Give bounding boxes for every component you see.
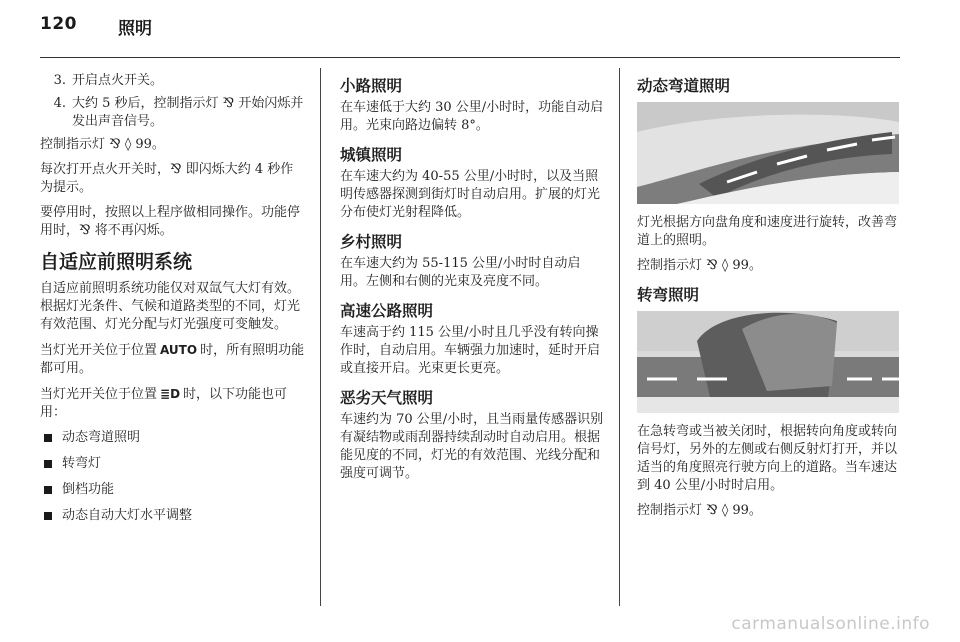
headlight-icon: ≣D (160, 387, 181, 401)
heading-afs: 自适应前照明系统 (40, 251, 193, 273)
paragraph: 每次打开点火开关时，⅋ 即闪烁大约 4 秒作为提示。 (40, 162, 294, 195)
list-item-3: 3. 开启点火开关。 (53, 73, 164, 88)
cornering-light-illustration (637, 311, 899, 413)
paragraph: 在急转弯或当被关闭时，根据转向角度或转向信号灯，另外的左侧或右侧反射灯打开，并以适当的角度照亮行驶方向上的道路。当车速达到 40 公里/小时时启用。 (637, 424, 898, 493)
curve-light-illustration (637, 102, 899, 204)
page-number: 120 (40, 14, 77, 34)
cornering-road-image (637, 311, 899, 413)
paragraph: 控制指示灯 ⅋ ◊ 99。 (637, 258, 762, 273)
page-header (0, 0, 960, 50)
paragraph: 车速约为 70 公里/小时，且当雨量传感器识别有凝结物或雨刮器持续刮动时自动启用。根据能见度的不同，灯光的有效范围、光线分配和强度可调节。 (340, 412, 604, 481)
header-rule (40, 57, 900, 58)
list-item: 动态自动大灯水平调整 (40, 507, 306, 525)
list-item: 倒档功能 (40, 481, 306, 499)
heading-motorway: 高速公路照明 (340, 302, 434, 320)
heading-country-road: 小路照明 (340, 77, 403, 95)
column-divider-2 (619, 68, 620, 606)
heading-dynamic-curve: 动态弯道照明 (637, 77, 731, 95)
column-2 (340, 72, 606, 490)
paragraph: 在车速大约为 40-55 公里/小时时，以及当照明传感器探测到街灯时自动启用。扩展的灯光分布使灯光射程降低。 (340, 169, 601, 220)
bullet-square-icon (44, 512, 52, 520)
column-1 (40, 72, 306, 533)
curve-road-image (637, 102, 899, 204)
heading-bad-weather: 恶劣天气照明 (340, 389, 434, 407)
paragraph: 灯光根据方向盘角度和速度进行旋转，改善弯道上的照明。 (637, 215, 898, 248)
heading-cornering: 转弯照明 (637, 286, 700, 304)
heading-town: 城镇照明 (340, 146, 403, 164)
paragraph: 自适应前照明系统功能仅对双氙气大灯有效。根据灯光条件、气候和道路类型的不同，灯光有效范围、灯光分配与灯光强度可变触发。 (40, 281, 301, 332)
paragraph: 在车速大约为 55-115 公里/小时时自动启用。左侧和右侧的光束及亮度不同。 (340, 256, 581, 289)
column-3 (637, 72, 901, 527)
watermark: carmanualsonline.info (731, 614, 930, 634)
list-item-4: 4. 大约 5 秒后，控制指示灯 ⅋ 开始闪烁并发出声音信号。 (53, 96, 304, 129)
bullet-square-icon (44, 486, 52, 494)
column-divider-1 (320, 68, 321, 606)
paragraph: 当灯光开关位于位置 ≣D 时，以下功能也可用： (40, 387, 288, 420)
section-title: 照明 (118, 19, 152, 39)
paragraph: 要停用时，按照以上程序做相同操作。功能停用时，⅋ 将不再闪烁。 (40, 205, 301, 238)
list-item: 转弯灯 (40, 455, 306, 473)
paragraph: 控制指示灯 ⅋ ◊ 99。 (40, 137, 165, 152)
heading-rural: 乡村照明 (340, 233, 403, 251)
auto-indicator: AUTO (160, 343, 198, 357)
paragraph: 当灯光开关位于位置 AUTO 时，所有照明功能都可用。 (40, 343, 305, 376)
paragraph: 控制指示灯 ⅋ ◊ 99。 (637, 503, 762, 518)
paragraph: 在车速低于大约 30 公里/小时时，功能自动启用。光束向路边偏转 8°。 (340, 100, 604, 133)
list-item: 动态弯道照明 (40, 429, 306, 447)
bullet-square-icon (44, 460, 52, 468)
paragraph: 车速高于约 115 公里/小时且几乎没有转向操作时，自动启用。车辆强力加速时，延时开启或直接开启。光束更长更亮。 (340, 325, 601, 376)
bullet-square-icon (44, 434, 52, 442)
